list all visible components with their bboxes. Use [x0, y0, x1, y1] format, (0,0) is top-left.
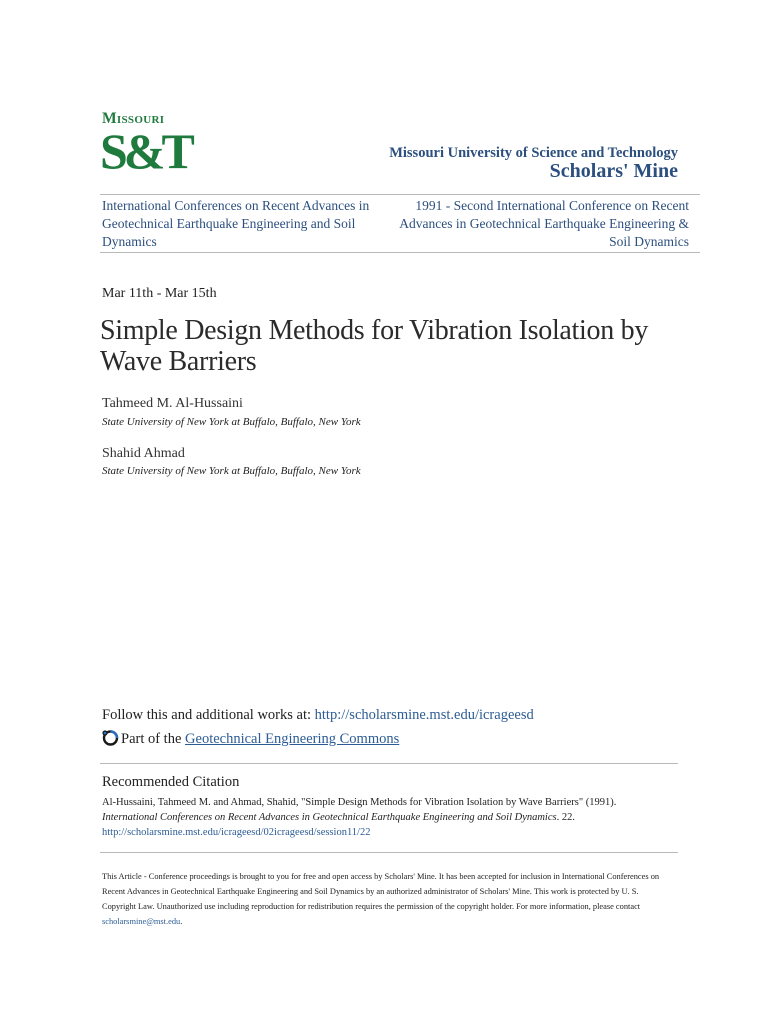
citation-divider	[100, 763, 678, 764]
author-affiliation: State University of New York at Buffalo, Buffalo, New York	[102, 465, 361, 477]
event-date: Mar 11th - Mar 15th	[102, 286, 217, 301]
citation-heading: Recommended Citation	[102, 774, 240, 790]
collection-url-link[interactable]: http://scholarsmine.mst.edu/icrageesd	[314, 707, 534, 723]
conference-series-link[interactable]: International Conferences on Recent Advances in Geotechnical Earthquake Engineering and Soil Dynamics	[102, 198, 370, 249]
commons-line	[121, 731, 399, 748]
follow-label: Follow this and additional works at:	[102, 707, 315, 723]
author-affiliation: State University of New York at Buffalo, Buffalo, New York	[102, 416, 361, 428]
logo-st-mark: S&T	[100, 123, 191, 179]
conference-event-link[interactable]: 1991 - Second International Conference on Recent Advances in Geotechnical Earthquake Engineering & Soil Dynamics	[399, 198, 689, 249]
repository-name[interactable]: Scholars' Mine	[549, 160, 678, 182]
paper-title: Simple Design Methods for Vibration Isolation by Wave Barriers	[100, 315, 649, 377]
commons-network-icon	[102, 729, 119, 746]
series-divider	[100, 252, 700, 253]
citation-text: Al-Hussaini, Tahmeed M. and Ahmad, Shahid, "Simple Design Methods for Vibration Isolation by Wave Barriers" (1991).	[102, 797, 617, 808]
follow-line	[102, 707, 534, 724]
author-name: Shahid Ahmad	[102, 446, 185, 461]
copyright-notice	[102, 869, 672, 929]
citation-url-link[interactable]: http://scholarsmine.mst.edu/icrageesd/02icrageesd/session11/22	[102, 827, 371, 838]
notice-divider	[100, 852, 678, 853]
geotechnical-commons-link[interactable]: Geotechnical Engineering Commons	[185, 731, 400, 747]
header-divider	[100, 194, 700, 195]
institution-name[interactable]: Missouri University of Science and Technology	[389, 145, 678, 161]
citation-journal: International Conferences on Recent Advances in Geotechnical Earthquake Engineering and Soil Dynamics	[102, 812, 557, 823]
citation-block	[102, 795, 702, 840]
logo-missouri-text: Missouri	[102, 110, 165, 127]
contact-email-link[interactable]: scholarsmine@mst.edu	[102, 917, 181, 926]
commons-label: Part of the	[121, 731, 186, 747]
notice-end: .	[180, 917, 183, 926]
author-name: Tahmeed M. Al-Hussaini	[102, 396, 243, 411]
notice-text: This Article - Conference proceedings is brought to you for free and open access by Scholars' Mine. It has been accepted for inclusion in International Conferences on Recent Advances in Geotechnical Earthquake Engineering and Soil Dynamics by an authorized administrator of Scholars' Mine. This work is protected by U. S. Copyright Law. Unauthorized use including reproduction for redistribution requires the permission of the copyright holder. For more information, please contact	[102, 872, 660, 911]
citation-suffix: . 22.	[556, 812, 575, 823]
